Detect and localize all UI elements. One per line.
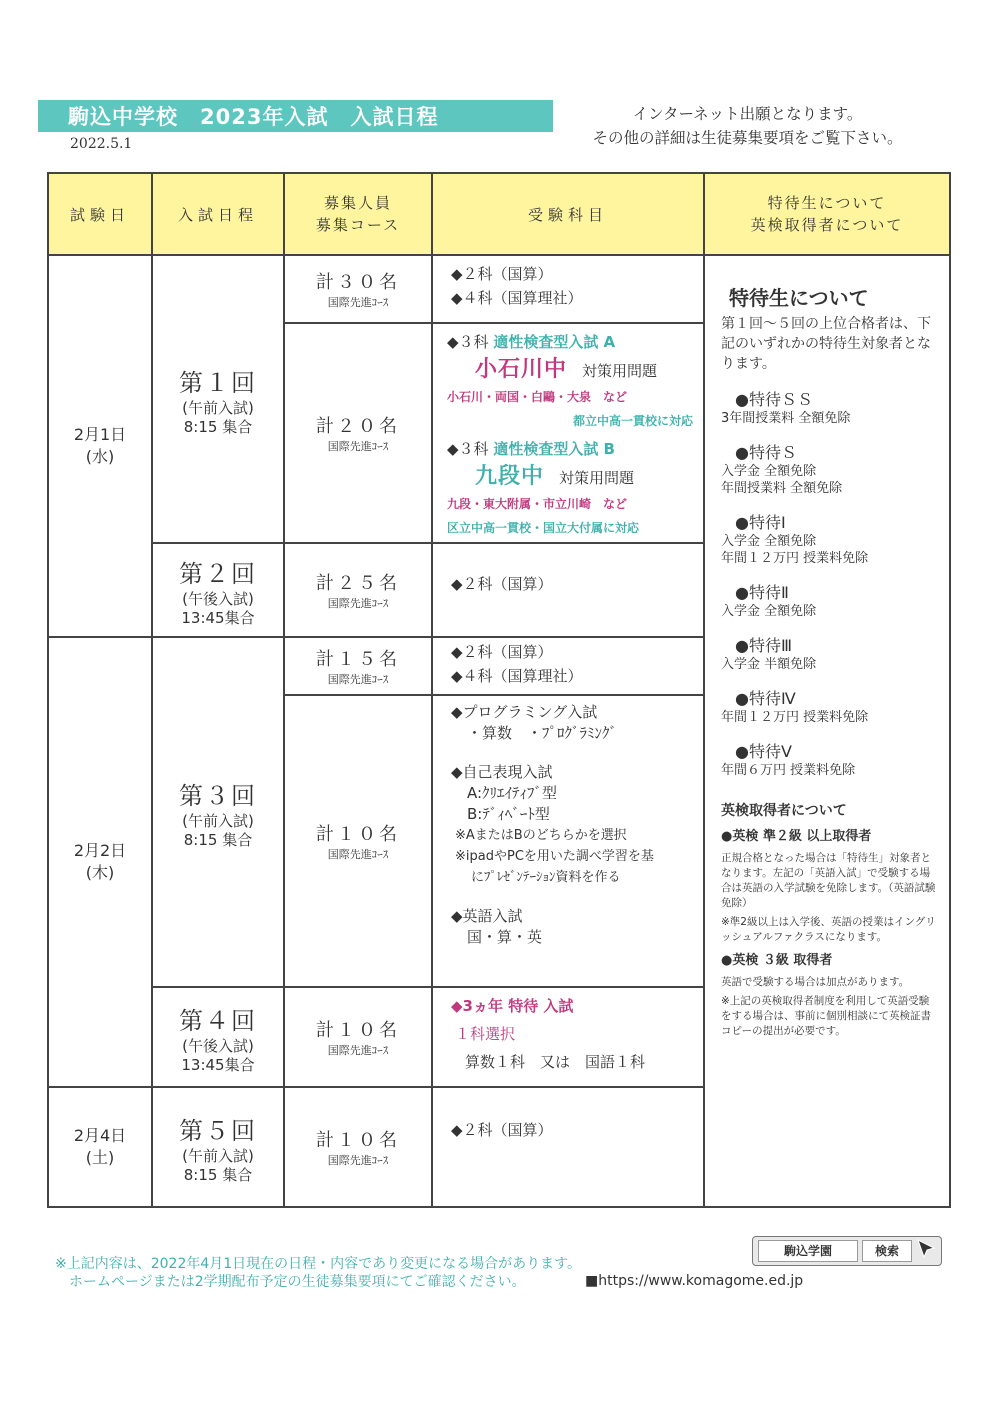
capacity-cell: 計１０名 国際先進ｺｰｽ <box>284 1087 432 1207</box>
eiken-pre2: ●英検 準２級 以上取得者 <box>721 829 872 844</box>
header-schedule: 入試日程 <box>152 173 284 255</box>
subjects-cell: ◆２科（国算） <box>432 543 704 637</box>
round-3: 第３回 (午前入試) 8:15 集合 <box>152 637 284 987</box>
table-header-row <box>48 173 950 255</box>
header-capacity: 募集人員 募集コース <box>284 173 432 255</box>
capacity-cell: 計１０名 国際先進ｺｰｽ <box>284 695 432 987</box>
capacity-cell: 計１５名 国際先進ｺｰｽ <box>284 637 432 695</box>
capacity-cell: 計１０名 国際先進ｺｰｽ <box>284 987 432 1087</box>
footer-note: ※上記内容は、2022年4月1日現在の日程・内容であり変更になる場合があります。 ホームページまたは2学期配布予定の生徒募集要項にてご確認ください。 <box>55 1256 582 1290</box>
rank-5: ●特待Ⅴ <box>735 742 792 761</box>
search-input: 駒込学園 <box>758 1240 858 1262</box>
hand-pointer-icon <box>914 1236 938 1260</box>
eiken-heading: 英検取得者について <box>721 803 847 819</box>
capacity-cell: 計２０名 国際先進ｺｰｽ <box>284 323 432 543</box>
rank-s: ●特待Ｓ <box>735 443 797 462</box>
round-2: 第２回 (午後入試) 13:45集合 <box>152 543 284 637</box>
notice-line-1: インターネット出願となります。 <box>632 105 863 123</box>
round-4: 第４回 (午後入試) 13:45集合 <box>152 987 284 1087</box>
scholarship-intro: 第１回～５回の上位合格者は、下記のいずれかの特待生対象者となります。 <box>721 316 931 372</box>
rank-1: ●特待Ⅰ <box>735 513 786 532</box>
website-url: ■https://www.komagome.ed.jp <box>585 1273 804 1289</box>
exam-day-cell: 2月1日 (水) <box>48 255 152 637</box>
round-1: 第１回 (午前入試) 8:15 集合 <box>152 255 284 543</box>
capacity-cell: 計３０名 国際先進ｺｰｽ <box>284 255 432 323</box>
rank-4: ●特待Ⅳ <box>735 689 796 708</box>
header-exam-day: 試験日 <box>48 173 152 255</box>
subjects-cell: ◆２科（国算） ◆４科（国算理社） <box>432 637 704 695</box>
notice-line-2: その他の詳細は生徒募集要項をご覧下さい。 <box>592 129 903 147</box>
issue-date: 2022.5.1 <box>70 136 133 152</box>
rank-2: ●特待Ⅱ <box>735 583 789 602</box>
eiken-3: ●英検 ３級 取得者 <box>721 953 833 968</box>
search-button: 検索 <box>862 1240 912 1262</box>
exam-day-cell: 2月2日 (木) <box>48 637 152 1087</box>
exam-day-cell: 2月4日 (土) <box>48 1087 152 1207</box>
subjects-cell: ◆２科（国算） ◆４科（国算理社） <box>432 255 704 323</box>
schedule-table <box>47 172 951 1208</box>
rank-ss: ●特待ＳＳ <box>735 390 813 409</box>
round-5: 第５回 (午前入試) 8:15 集合 <box>152 1087 284 1207</box>
capacity-cell: 計２５名 国際先進ｺｰｽ <box>284 543 432 637</box>
rank-3: ●特待Ⅲ <box>735 636 792 655</box>
table-row <box>48 255 950 323</box>
scholarship-panel: 特待生について 第１回～５回の上位合格者は、下記のいずれかの特待生対象者となります。 ●特待ＳＳ 3年間授業料 全額免除 ●特待Ｓ 入学金 全額免除 年間授業料 全額免除 ●特待Ⅰ 入学金 全額免除 年間１２万円 授業料免除 ●特待Ⅱ 入学金 全額免除 ●特待Ⅲ 入学金 半額免除 ●特待Ⅳ 年間１２万円 授業料免除 ●特待Ⅴ 年間６万円 授業料免除 英検取得者について ●英検 準２級 以上取得者 正規合格となった場合は「特待生」対象者となります。左記の「英語入試」で受験する場合は英語の入学試験を免除します。（英語試験免除） ※準2級以上は入学後、英語の授業はイングリッシュアルファクラスになります。 ●英検 ３級 取得者 英語で受験する場合は加点があります。 ※上記の英検取得者制度を利用して英語受験をする場合は、事前に個別相談にて英検証書コピーの提出が必要です。 <box>704 255 950 1207</box>
page-title: 駒込中学校 2023年入試 入試日程 <box>38 100 553 132</box>
header-subjects: 受験科目 <box>432 173 704 255</box>
subjects-cell: ◆３科 適性検査型入試 A 小石川中 対策用問題 小石川・両国・白鷗・大泉 など 都立中高一貫校に対応 ◆３科 適性検査型入試 B 九段中 対策用問題 九段・東大附属・市立川崎 など 区立中高一貫校・国立大付属に対応 <box>432 323 704 543</box>
header-scholarship: 特待生について 英検取得者について <box>704 173 950 255</box>
subjects-cell: ◆２科（国算） <box>432 1087 704 1207</box>
notice <box>575 102 920 150</box>
subjects-cell: ◆3ヵ年 特待 入試 １科選択 算数１科 又は 国語１科 <box>432 987 704 1087</box>
subjects-cell: ◆プログラミング入試 ・算数 ・ﾌﾟﾛｸﾞﾗﾐﾝｸﾞ ◆自己表現入試 A:ｸﾘｴｲﾃｨﾌﾞ型 B:ﾃﾞｨﾍﾞｰﾄ型 ※AまたはBのどちらかを選択 ※ipadやPCを用いた調べ学習を基 にﾌﾟﾚｾﾞﾝﾃｰｼｮﾝ資料を作る ◆英語入試 国・算・英 <box>432 695 704 987</box>
